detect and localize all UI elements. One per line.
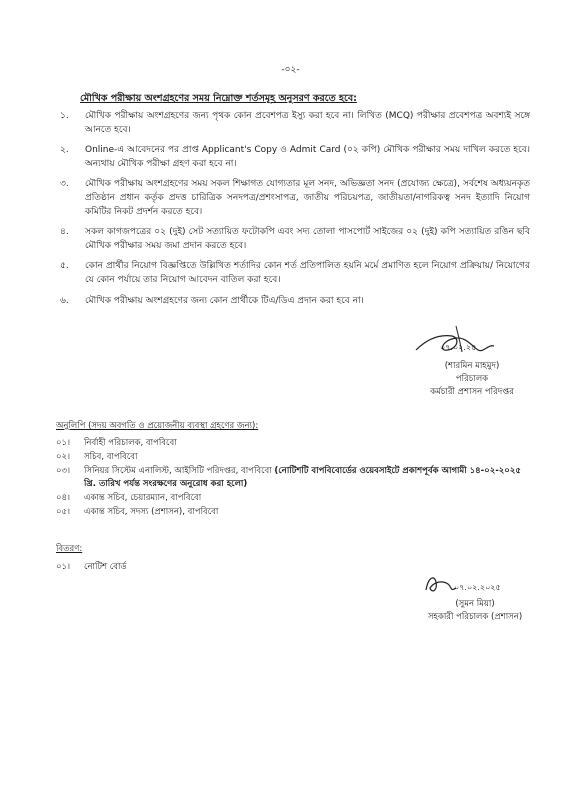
conditions-heading: মৌখিক পরীক্ষায় অংশগ্রহণের সময় নিম্নোক্ত শর্তসমূহ অনুসরণ করতে হবে: [80, 93, 357, 104]
assistant-director-name: (সুমন মিয়া) [455, 599, 495, 609]
director-office: কর্মচারী প্রশাসন পরিদপ্তর [430, 387, 514, 397]
page-number: -০২- [281, 65, 300, 75]
condition-item [60, 226, 530, 253]
copy-item [56, 492, 526, 504]
condition-number: ১. [60, 111, 69, 121]
copy-item [56, 437, 526, 449]
distribution-heading: বিতরণ: [56, 544, 83, 554]
distribution-text: নোটিশ বোর্ড [84, 562, 127, 572]
copy-text: সিনিয়র সিস্টেম এনালিস্ট, আইসিটি পরিদপ্তর, বাপবিবো [84, 466, 275, 477]
copy-item [56, 465, 526, 489]
copy-number: ০৫। [56, 507, 71, 518]
condition-number: ২. [60, 145, 69, 156]
copy-text: নির্বাহী পরিচালক, বাপবিবো [84, 438, 177, 448]
condition-text: Online-এ আবেদনের পর প্রাপ্ত Applicant's Copy ও Admit Card (০২ কপি) মৌখিক পরীক্ষার সময় দাখিল করতে হবে। অন্যথায় মৌখিক পরীক্ষা গ্রহণ করা হবে না। [85, 145, 530, 169]
copy-note: (নোটিশটি বাপবিবোর্ডের ওয়েবসাইটে প্রকাশপূর্বক আগামী ১৪-০২-২০২৫ খ্রি. তারিখ পর্যন্ত সংরক্ষণের অনুরোধ করা হলো) [84, 466, 521, 489]
condition-item [60, 260, 530, 287]
copy-number: ০৩। [56, 466, 71, 477]
condition-text: মৌখিক পরীক্ষায় অংশগ্রহণের জন্য কোন প্রার্থীকে টিএ/ডিএ প্রদান করা হবে না। [85, 295, 364, 306]
copy-text: একান্ত সচিব, চেয়ারম্যান, বাপবিবো [84, 492, 202, 503]
director-name: (শারমিন মাহমুদ) [444, 361, 500, 371]
condition-number: ৬. [60, 295, 69, 306]
condition-item [60, 144, 530, 171]
director-block [412, 360, 532, 399]
director-designation: পরিচালক [455, 374, 489, 384]
distribution-number: ০১। [56, 562, 71, 572]
assistant-director-block [410, 598, 540, 624]
copy-number: ০৪। [56, 492, 71, 503]
copy-item [56, 451, 526, 463]
condition-text: কোন প্রার্থীর নিয়োগ বিজ্ঞপ্তিতে উল্লিখিত শর্তাদির কোন শর্ত প্রতিপালিত হয়নি মর্মে প্রমাণিত হলে নিয়োগ প্রক্রিয়ায়/ নিয়োগের যে কোন পর্যায়ে তার নিয়োগ আবেদন বাতিল করা হবে। [85, 261, 530, 285]
copy-number: ০১। [56, 438, 71, 448]
copy-text: একান্ত সচিব, সদস্য (প্রশাসন), বাপবিবো [84, 507, 219, 518]
conditions-list [60, 110, 530, 315]
condition-number: ৪. [60, 227, 69, 238]
assistant-director-signature-date: ০৭.০২.২০২৫ [454, 583, 501, 592]
condition-text: মৌখিক পরীক্ষায় অংশগ্রহণের জন্য পৃথক কোন প্রবেশপত্র ইস্যু করা হবে না। লিখিত (MCQ) পরীক্ষার প্রবেশপত্র অবশ্যই সঙ্গে আনতে হবে। [85, 111, 530, 135]
copy-text: সচিব, বাপবিবো [84, 452, 138, 463]
condition-item [60, 178, 530, 219]
copy-item [56, 506, 526, 518]
assistant-director-designation: সহকারী পরিচালক (প্রশাসন) [427, 612, 523, 622]
condition-number: ৫. [60, 261, 69, 272]
condition-number: ৩. [60, 179, 69, 190]
director-signature-date: ০৭.০২.২৫ [440, 343, 477, 352]
condition-item [60, 295, 530, 309]
condition-text: মৌখিক পরীক্ষায় অংশগ্রহণের সময় সকল শিক্ষাগত যোগ্যতার মূল সনদ, অভিজ্ঞতা সনদ (প্রযোজ্য ক্ষেত্রে), সর্বশেষ অধ্যয়নকৃত প্রতিষ্ঠান প্রধান কর্তৃক প্রদত্ত চারিত্রিক সনদপত্র/প্রশংসাপত্র, জাতীয় পরিচয়পত্র, জাতীয়তা/নাগরিকত্ব সনদ ইত্যাদি নিয়োগ কমিটির নিকট প্রদর্শন করতে হবে। [85, 179, 530, 217]
copy-to-heading: অনুলিপি (সদয় অবগতি ও প্রয়োজনীয় ব্যবস্থা গ্রহণের জন্য): [56, 421, 259, 431]
distribution-item [56, 560, 127, 574]
copy-to-list [56, 437, 526, 520]
condition-text: সকল কাগজপত্রের ০২ (দুই) সেট সত্যায়িত ফটোকপি এবং সদ্য তোলা পাসপোর্ট সাইজের ০২ (দুই) কপি সত্যায়িত রঙিন ছবি মৌখিক পরীক্ষার সময় জমা প্রদান করতে হবে। [85, 227, 530, 251]
copy-number: ০২। [56, 452, 71, 463]
condition-item [60, 110, 530, 137]
